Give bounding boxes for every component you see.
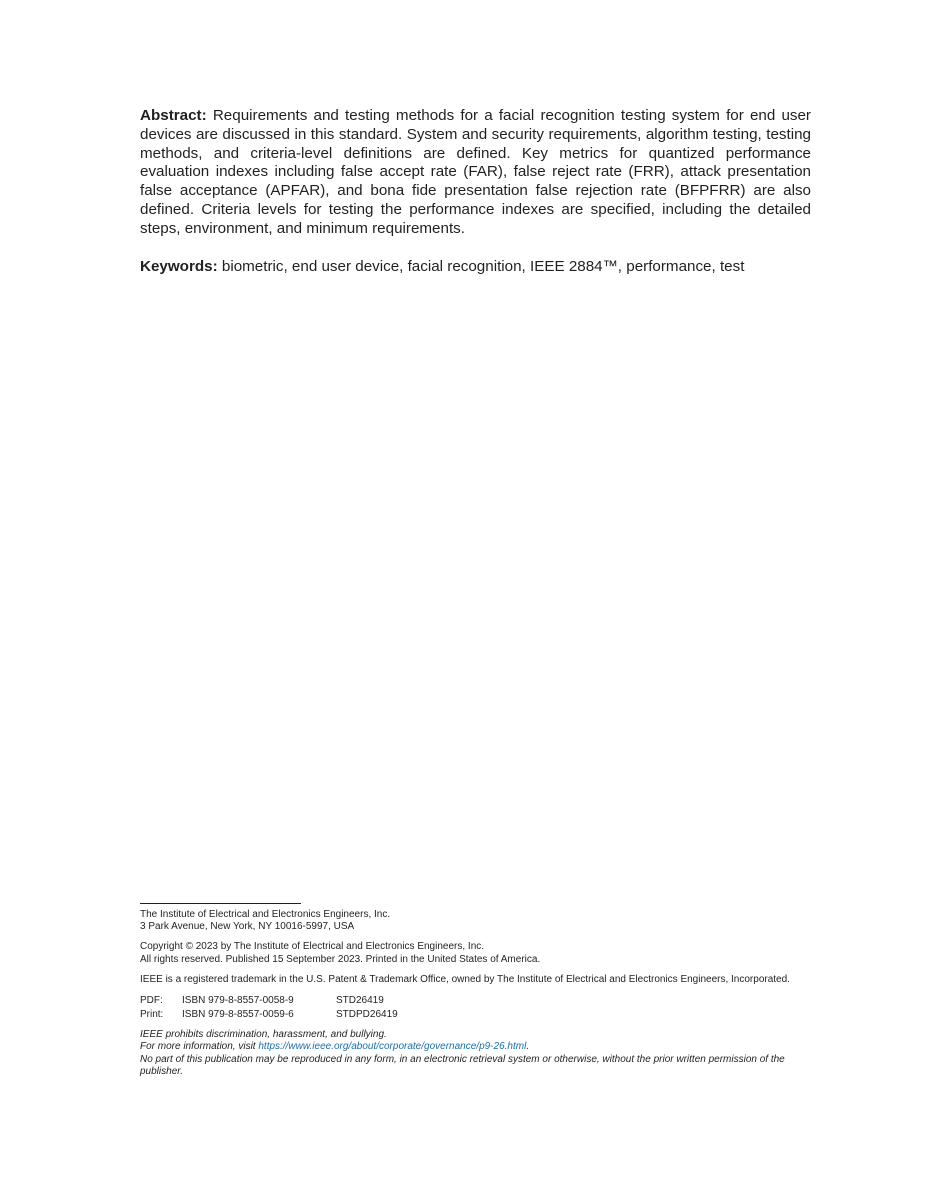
more-info-suffix: . [526,1041,530,1053]
isbn-row-print [140,1008,811,1022]
governance-link[interactable]: https://www.ieee.org/about/corporate/governance/p9-26.html [258,1041,527,1053]
more-info-prefix: For more information, visit [140,1041,259,1053]
policy-block [140,1029,811,1078]
reproduction-notice: No part of this publication may be reproduced in any form, in an electronic retrieval system or otherwise, without the prior written permission of the publisher. [140,1053,785,1077]
more-info-line [140,1041,811,1053]
copyright-block [140,941,811,965]
isbn-code: STDPD26419 [336,1008,398,1020]
copyright-footer [140,903,811,1086]
keywords-paragraph [140,258,811,277]
isbn-block [140,994,811,1021]
isbn-row-pdf [140,994,811,1008]
rights-notice: All rights reserved. Published 15 September 2023. Printed in the United States of America. [140,953,541,965]
abstract-text: Requirements and testing methods for a facial recognition testing system for end user devices are discussed in this standard. System and security requirements, algorithm testing, testing methods, and criteria-level definitions are defined. Key metrics for quantized performance evaluation indexes including false accept rate (FAR), false reject rate (FRR), attack presentation false acceptance (APFAR), and bona fide presentation false rejection rate (BFPFRR) are also defined. Criteria levels for testing the performance indexes are specified, including the detailed steps, environment, and minimum requirements. [140,107,811,237]
publisher-address: 3 Park Avenue, New York, NY 10016-5997, USA [140,921,355,933]
isbn-format: PDF: [140,995,163,1007]
footer-divider [140,903,301,904]
trademark-notice: IEEE is a registered trademark in the U.S. Patent & Trademark Office, owned by The Institute of Electrical and Electronics Engineers, Incorporated. [140,973,790,985]
trademark-block [140,974,811,986]
publisher-block [140,909,811,933]
keywords-label: Keywords: [140,258,218,275]
publisher-name: The Institute of Electrical and Electronics Engineers, Inc. [140,909,391,920]
abstract-label: Abstract: [140,107,207,124]
abstract-paragraph [140,107,811,239]
isbn-code: STD26419 [336,995,384,1007]
copyright-notice: Copyright © 2023 by The Institute of Electrical and Electronics Engineers, Inc. [140,941,485,953]
document-page [140,0,811,1185]
isbn-number: ISBN 979-8-8557-0059-6 [182,1008,294,1020]
isbn-number: ISBN 979-8-8557-0058-9 [182,995,294,1007]
isbn-format: Print: [140,1008,164,1020]
keywords-text: biometric, end user device, facial recognition, IEEE 2884™, performance, test [217,258,745,275]
policy-statement: IEEE prohibits discrimination, harassment, and bullying. [140,1029,387,1041]
